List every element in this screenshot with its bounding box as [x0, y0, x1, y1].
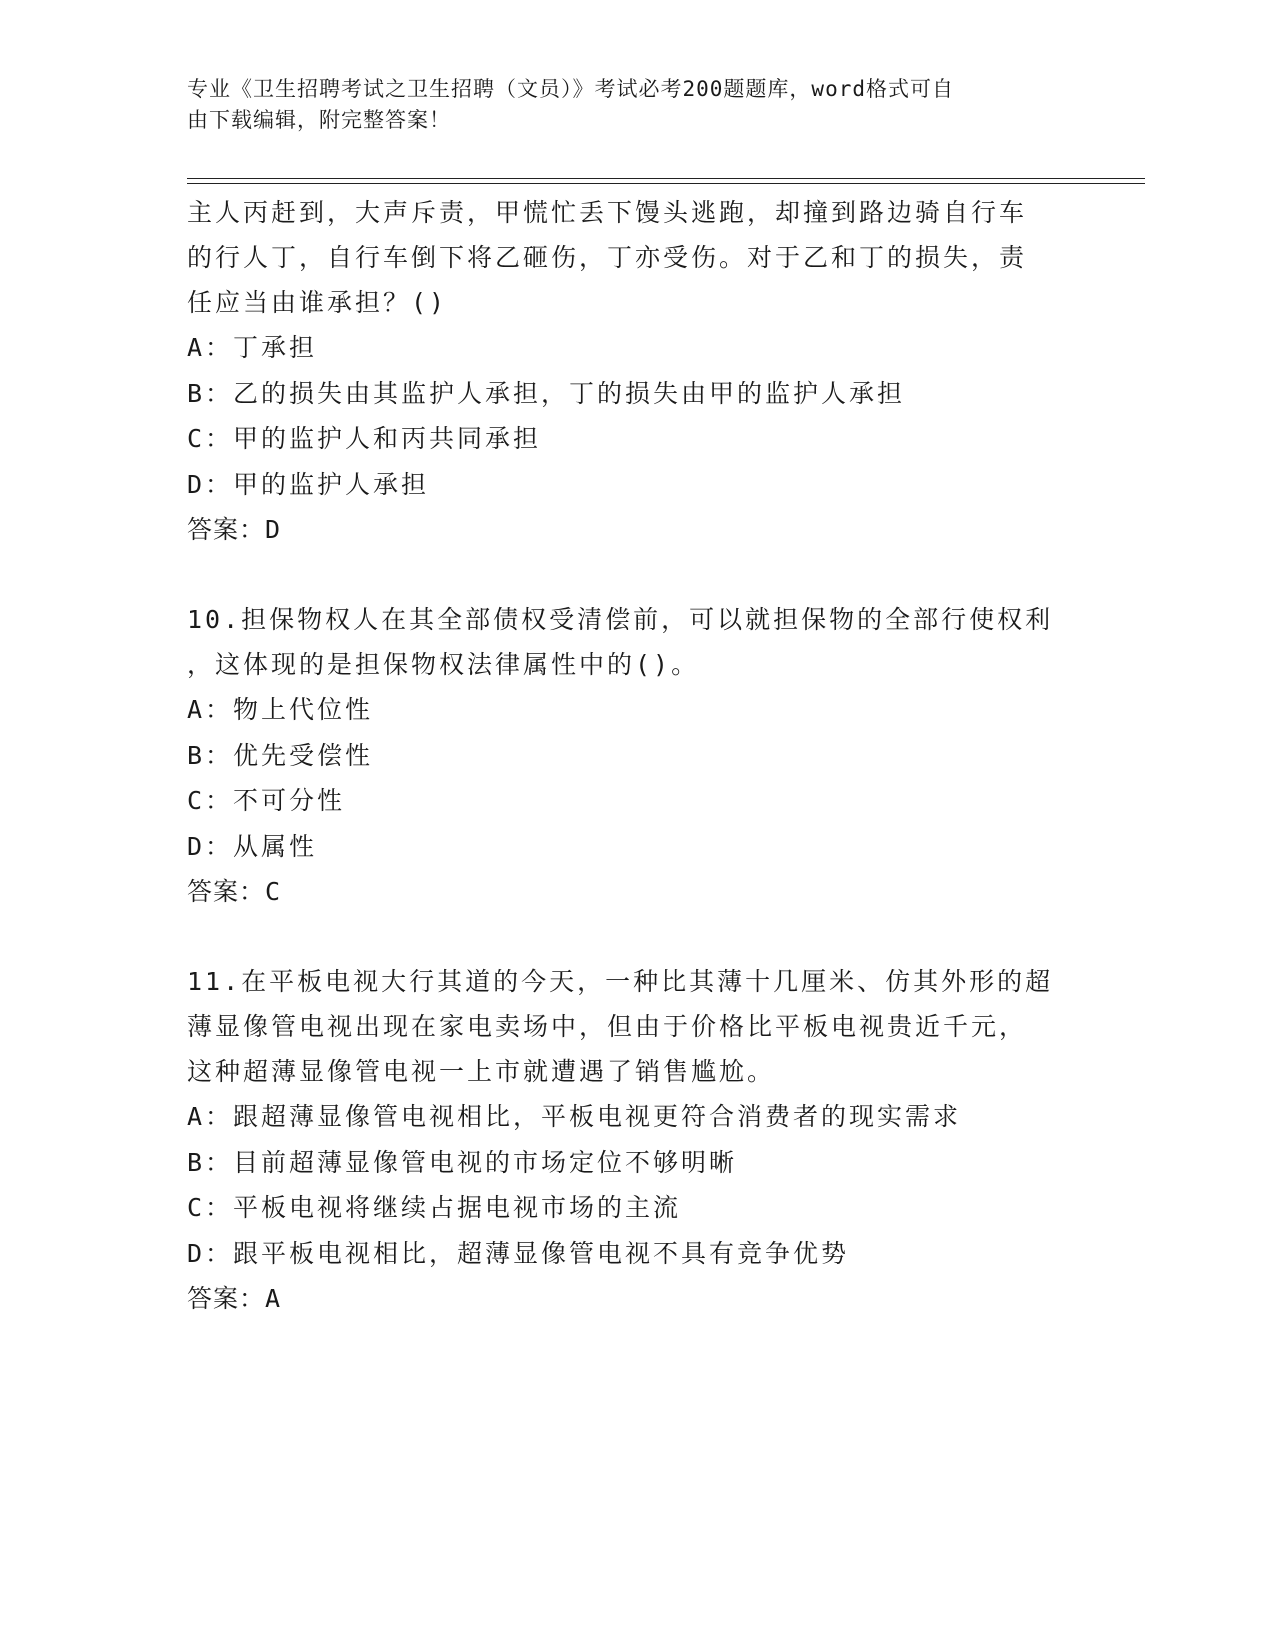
option-a: A：物上代位性: [187, 695, 374, 724]
option-d: D：甲的监护人承担: [187, 469, 430, 499]
header-divider-bottom: [187, 183, 1145, 184]
header-line-1: 专业《卫生招聘考试之卫生招聘（文员）》考试必考200题题库，word格式可自: [187, 77, 954, 101]
option-c: C：甲的监护人和丙共同承担: [187, 424, 542, 453]
answer-label: 答案：: [187, 515, 266, 544]
answer-value: D: [265, 515, 282, 544]
option-b: B：优先受偿性: [187, 740, 374, 770]
document-header: [187, 74, 1067, 136]
question-text-line: ，这体现的是担保物权法律属性中的()。: [187, 650, 700, 679]
option-a: A：丁承担: [187, 333, 318, 362]
question-text-line: 这种超薄显像管电视一上市就遭遇了销售尴尬。: [187, 1057, 776, 1086]
answer-value: C: [265, 877, 282, 906]
spacer: [187, 552, 1087, 597]
question-list: [187, 190, 1087, 1321]
spacer: [187, 914, 1087, 959]
answer-label: 答案：: [187, 1284, 266, 1313]
option-a: A：跟超薄显像管电视相比，平板电视更符合消费者的现实需求: [187, 1102, 962, 1131]
question-block: [187, 597, 1087, 914]
question-text-line: 主人丙赶到，大声斥责，甲慌忙丢下馒头逃跑，却撞到路边骑自行车: [187, 198, 1028, 227]
answer-line: [187, 869, 1087, 914]
question-text-line: 11.在平板电视大行其道的今天，一种比其薄十几厘米、仿其外形的超: [187, 967, 1054, 996]
question-text-line: 的行人丁，自行车倒下将乙砸伤，丁亦受伤。对于乙和丁的损失，责: [187, 243, 1028, 272]
option-b: B：目前超薄显像管电视的市场定位不够明晰: [187, 1147, 738, 1177]
question-block: [187, 190, 1087, 552]
answer-line: [187, 1276, 1087, 1321]
answer-label: 答案：: [187, 877, 266, 906]
option-c: C：平板电视将继续占据电视市场的主流: [187, 1193, 682, 1222]
option-b: B：乙的损失由其监护人承担，丁的损失由甲的监护人承担: [187, 378, 906, 408]
question-text-line: 10.担保物权人在其全部债权受清偿前，可以就担保物的全部行使权利: [187, 605, 1054, 634]
question-block: [187, 959, 1087, 1321]
option-d: D：从属性: [187, 831, 318, 861]
question-text-line: 薄显像管电视出现在家电卖场中，但由于价格比平板电视贵近千元，: [187, 1012, 1028, 1041]
question-text-line: 任应当由谁承担？(): [187, 288, 448, 317]
answer-value: A: [265, 1284, 282, 1313]
header-divider-top: [187, 178, 1145, 179]
header-line-2: 由下载编辑，附完整答案！: [187, 108, 451, 132]
answer-line: [187, 507, 1087, 552]
option-c: C：不可分性: [187, 786, 346, 815]
option-d: D：跟平板电视相比，超薄显像管电视不具有竞争优势: [187, 1238, 850, 1268]
